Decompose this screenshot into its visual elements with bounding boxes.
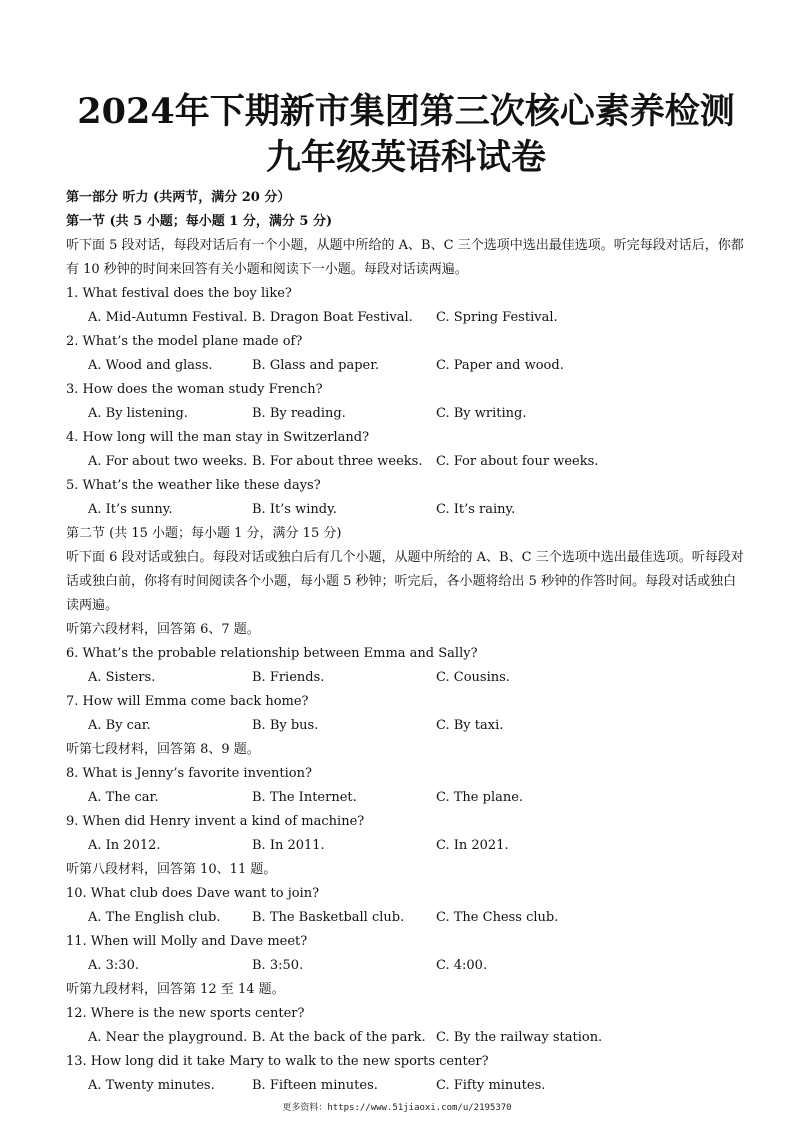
options-row [66, 906, 746, 930]
option-a: A. By car. [88, 718, 151, 733]
question-block [66, 330, 746, 378]
options-row [66, 714, 746, 738]
options-row [66, 450, 746, 474]
question-text: 11. When will Molly and Dave meet? [66, 934, 308, 949]
options-row [66, 402, 746, 426]
option-c: C. The Chess club. [436, 910, 559, 925]
question-text: 1. What festival does the boy like? [66, 286, 292, 301]
option-c: C. It’s rainy. [436, 502, 516, 517]
options-row [66, 354, 746, 378]
option-a: A. It’s sunny. [88, 502, 173, 517]
option-b: B. By bus. [252, 718, 319, 733]
question-block [66, 930, 746, 978]
option-c: C. Spring Festival. [436, 310, 558, 325]
option-a: A. Twenty minutes. [88, 1078, 215, 1093]
question-text: 13. How long did it take Mary to walk to the new sports center? [66, 1054, 489, 1069]
section2-instructions: 听下面 6 段对话或独白。每段对话或独白后有几个小题，从题中所给的 A、B、C 三个选项中选出最佳选项。听每段对话或独白前，你将有时间阅读各个小题，每小题 5 秒钟；听完后，各小题将给出 5 秒钟的作答时间。每段对话或独白读两遍。 [66, 550, 744, 613]
material-note: 听第八段材料，回答第 10、11 题。 [66, 862, 277, 877]
question-text: 6. What’s the probable relationship between Emma and Sally? [66, 646, 478, 661]
question-block [66, 1050, 746, 1098]
option-c: C. For about four weeks. [436, 454, 599, 469]
option-b: B. Fifteen minutes. [252, 1078, 378, 1093]
footer-link[interactable]: 更多资料：https://www.51jiaoxi.com/u/2195370 [282, 1103, 512, 1113]
options-row [66, 786, 746, 810]
options-row [66, 834, 746, 858]
option-c: C. By taxi. [436, 718, 504, 733]
question-block [66, 1002, 746, 1050]
options-row [66, 666, 746, 690]
option-b: B. The Internet. [252, 790, 357, 805]
option-a: A. The English club. [88, 910, 221, 925]
options-row [66, 498, 746, 522]
question-text: 2. What’s the model plane made of? [66, 334, 303, 349]
question-block [66, 642, 746, 690]
part1-heading: 第一部分 听力 (共两节，满分 20 分） [66, 190, 291, 205]
option-a: A. Sisters. [88, 670, 156, 685]
option-a: A. 3:30. [88, 958, 139, 973]
options-row [66, 306, 746, 330]
option-c: C. 4:00. [436, 958, 488, 973]
option-a: A. Wood and glass. [88, 358, 213, 373]
option-c: C. In 2021. [436, 838, 509, 853]
section1-instructions: 听下面 5 段对话，每段对话后有一个小题，从题中所给的 A、B、C 三个选项中选出最佳选项。听完每段对话后，你都有 10 秒钟的时间来回答有关小题和阅读下一小题。每段对话读两遍。 [66, 238, 744, 277]
option-a: A. The car. [88, 790, 159, 805]
option-b: B. It’s windy. [252, 502, 337, 517]
question-text: 3. How does the woman study French? [66, 382, 323, 397]
question-block [66, 810, 746, 858]
option-b: B. Friends. [252, 670, 325, 685]
material-note: 听第九段材料，回答第 12 至 14 题。 [66, 982, 285, 997]
exam-page [66, 90, 746, 1098]
option-c: C. By the railway station. [436, 1030, 603, 1045]
question-text: 5. What’s the weather like these days? [66, 478, 321, 493]
question-block [66, 474, 746, 522]
question-block [66, 426, 746, 474]
option-a: A. By listening. [88, 406, 188, 421]
option-c: C. Fifty minutes. [436, 1078, 546, 1093]
material-note: 听第六段材料，回答第 6、7 题。 [66, 622, 260, 637]
section2-heading: 第二节 (共 15 小题；每小题 1 分，满分 15 分) [66, 526, 342, 541]
option-b: B. Dragon Boat Festival. [252, 310, 413, 325]
option-a: A. For about two weeks. [88, 454, 248, 469]
option-a: A. Mid-Autumn Festival. [88, 310, 248, 325]
option-c: C. Paper and wood. [436, 358, 564, 373]
options-row [66, 1074, 746, 1098]
question-text: 12. Where is the new sports center? [66, 1006, 305, 1021]
options-row [66, 954, 746, 978]
option-b: B. In 2011. [252, 838, 325, 853]
section1-heading: 第一节 (共 5 小题；每小题 1 分，满分 5 分) [66, 214, 333, 229]
question-block [66, 690, 746, 738]
option-b: B. At the back of the park. [252, 1030, 426, 1045]
question-text: 7. How will Emma come back home? [66, 694, 309, 709]
option-c: C. Cousins. [436, 670, 510, 685]
option-b: B. For about three weeks. [252, 454, 423, 469]
question-block [66, 762, 746, 810]
option-b: B. 3:50. [252, 958, 304, 973]
option-a: A. Near the playground. [88, 1030, 248, 1045]
question-text: 8. What is Jenny’s favorite invention? [66, 766, 312, 781]
question-text: 4. How long will the man stay in Switzerland? [66, 430, 370, 445]
question-block [66, 282, 746, 330]
question-block [66, 378, 746, 426]
exam-title-line2: 九年级英语科试卷 [265, 137, 546, 178]
option-a: A. In 2012. [88, 838, 161, 853]
question-block [66, 882, 746, 930]
option-c: C. By writing. [436, 406, 527, 421]
option-b: B. Glass and paper. [252, 358, 380, 373]
options-row [66, 1026, 746, 1050]
material-note: 听第七段材料，回答第 8、9 题。 [66, 742, 260, 757]
question-text: 9. When did Henry invent a kind of machine? [66, 814, 365, 829]
option-b: B. The Basketball club. [252, 910, 405, 925]
option-c: C. The plane. [436, 790, 524, 805]
option-b: B. By reading. [252, 406, 346, 421]
exam-title-line1: 2024年下期新市集团第三次核心素养检测 [77, 91, 735, 132]
question-text: 10. What club does Dave want to join? [66, 886, 320, 901]
